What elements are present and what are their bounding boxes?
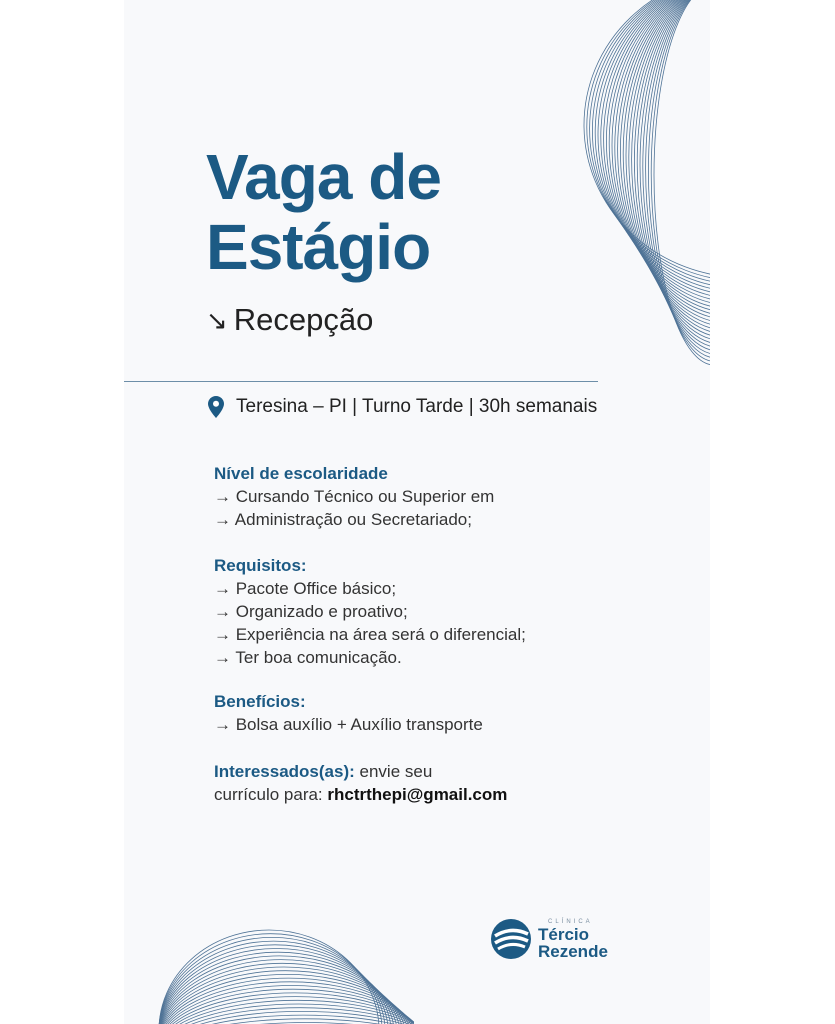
title-line-1: Vaga de	[206, 141, 441, 213]
logo-line-1: Tércio	[538, 925, 590, 944]
logo-line-2: Rezende	[538, 942, 608, 961]
bottom-left-wave-decoration	[124, 880, 414, 1024]
subtitle	[206, 302, 373, 338]
map-pin-icon	[208, 396, 224, 418]
list-item: → Ter boa comunicação.	[214, 648, 402, 667]
list-item: → Organizado e proativo;	[214, 602, 408, 621]
top-right-wave-decoration	[544, 0, 710, 365]
clinic-logo	[490, 918, 608, 960]
section-requirements	[214, 554, 526, 669]
contact-email: rhctrthepi@gmail.com	[327, 785, 508, 804]
poster-card	[124, 0, 710, 1024]
section-heading: Requisitos:	[214, 556, 307, 575]
contact-text-2: currículo para:	[214, 785, 328, 804]
list-item: → Administração ou Secretariado;	[214, 510, 472, 529]
logo-text	[538, 918, 608, 960]
list-item: → Experiência na área será o diferencial;	[214, 625, 526, 644]
contact-info	[214, 760, 507, 806]
location-line	[208, 396, 597, 418]
divider	[124, 381, 598, 382]
page-title	[206, 142, 441, 282]
contact-text-1: envie seu	[354, 762, 433, 781]
wave-logo-icon	[490, 918, 532, 960]
section-heading: Nível de escolaridade	[214, 464, 388, 483]
arrow-down-right-icon: ↘	[206, 304, 228, 335]
location-text: Teresina – PI | Turno Tarde | 30h semanais	[236, 396, 598, 417]
logo-small-text: CLÍNICA	[548, 919, 593, 925]
list-item: → Pacote Office básico;	[214, 579, 397, 598]
contact-label: Interessados(as):	[214, 762, 355, 781]
section-heading: Benefícios:	[214, 692, 306, 711]
section-benefits	[214, 690, 483, 736]
list-item: → Bolsa auxílio + Auxílio transporte	[214, 715, 483, 734]
title-line-2: Estágio	[206, 211, 431, 283]
list-item: → Cursando Técnico ou Superior em	[214, 487, 495, 506]
section-education	[214, 462, 494, 531]
subtitle-text: Recepção	[233, 302, 374, 337]
